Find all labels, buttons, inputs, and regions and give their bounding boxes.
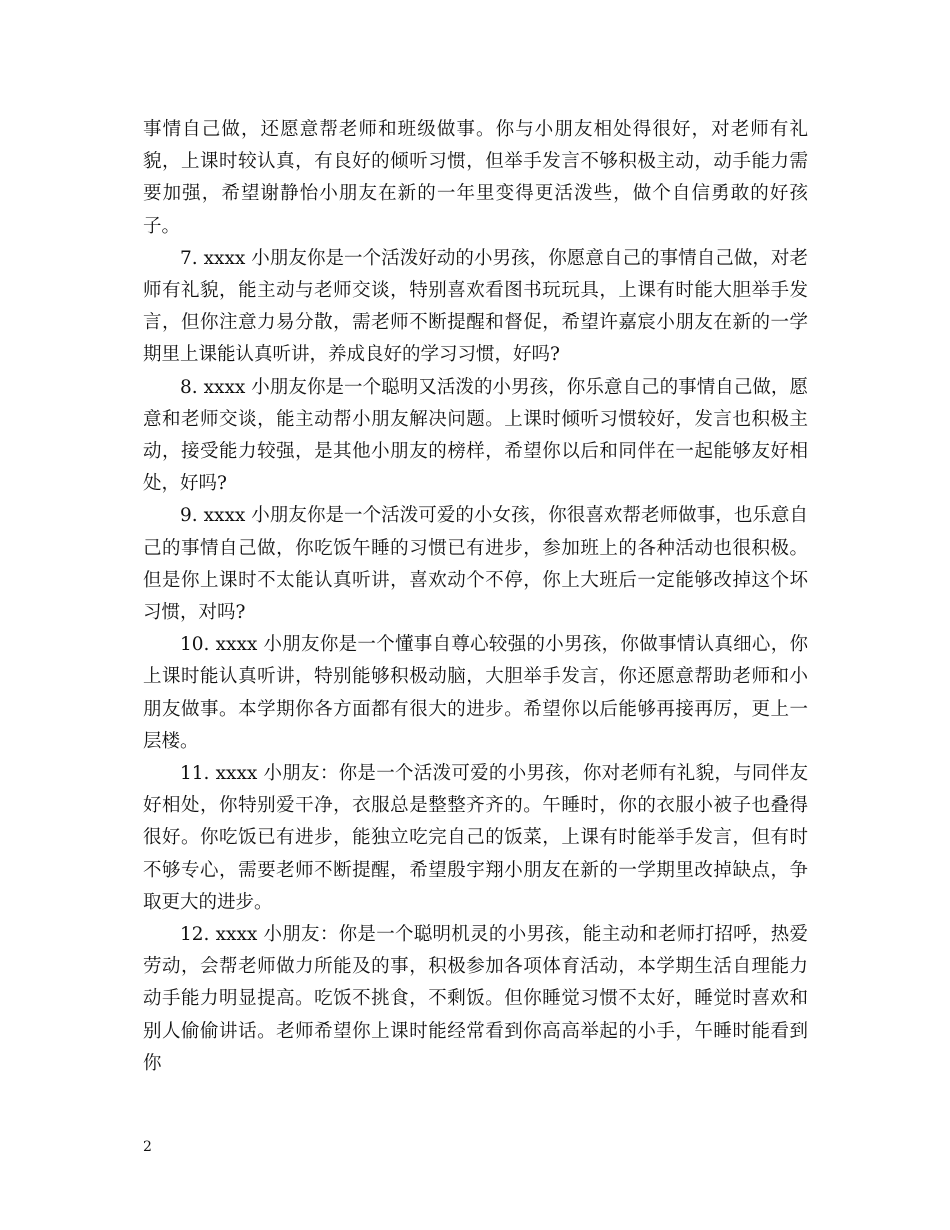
paragraph-item-8: 8. xxxx 小朋友你是一个聪明又活泼的小男孩，你乐意自己的事情自己做，愿意和老师交谈，能主动帮小朋友解决问题。上课时倾听习惯较好，发言也积极主动，接受能力较强，是其他小朋友的榜样，希望你以后和同伴在一起能够友好相处，好吗? (143, 376, 808, 495)
paragraph-item-11: 11. xxxx 小朋友：你是一个活泼可爱的小男孩，你对老师有礼貌，与同伴友好相处，你特别爱干净，衣服总是整整齐齐的。午睡时，你的衣服小被子也叠得很好。你吃饭已有进步，能独立吃完自己的饭菜，上课有时能举手发言，但有时不够专心，需要老师不断提醒，希望殷宇翔小朋友在新的一学期里改掉缺点，争取更大的进步。 (143, 763, 808, 913)
paragraph-continuation: 事情自己做，还愿意帮老师和班级做事。你与小朋友相处得很好，对老师有礼貌，上课时较认真，有良好的倾听习惯，但举手发言不够积极主动，动手能力需要加强，希望谢静怡小朋友在新的一年里变得更活泼些，做个自信勇敢的好孩子。 (143, 119, 808, 237)
document-body (143, 114, 808, 1080)
page-number: 2 (143, 1139, 152, 1155)
paragraph-item-7: 7. xxxx 小朋友你是一个活泼好动的小男孩，你愿意自己的事情自己做，对老师有礼貌，能主动与老师交谈，特别喜欢看图书玩玩具，上课有时能大胆举手发言，但你注意力易分散，需老师不断提醒和督促，希望许嘉宸小朋友在新的一学期里上课能认真听讲，养成良好的学习习惯，好吗? (143, 247, 808, 366)
paragraph-item-9: 9. xxxx 小朋友你是一个活泼可爱的小女孩，你很喜欢帮老师做事，也乐意自己的事情自己做，你吃饭午睡的习惯已有进步，参加班上的各种活动也很积极。但是你上课时不太能认真听讲，喜欢动个不停，你上大班后一定能够改掉这个坏习惯，对吗? (143, 505, 808, 624)
paragraph-item-12: 12. xxxx 小朋友：你是一个聪明机灵的小男孩，能主动和老师打招呼，热爱劳动，会帮老师做力所能及的事，积极参加各项体育活动，本学期生活自理能力动手能力明显提高。吃饭不挑食，不剩饭。但你睡觉习惯不太好，睡觉时喜欢和别人偷偷讲话。老师希望你上课时能经常看到你高高举起的小手，午睡时能看到你 (143, 924, 808, 1074)
paragraph-item-10: 10. xxxx 小朋友你是一个懂事自尊心较强的小男孩，你做事情认真细心，你上课时能认真听讲，特别能够积极动脑，大胆举手发言，你还愿意帮助老师和小朋友做事。本学期你各方面都有很大的进步。希望你以后能够再接再厉，更上一层楼。 (143, 634, 808, 752)
